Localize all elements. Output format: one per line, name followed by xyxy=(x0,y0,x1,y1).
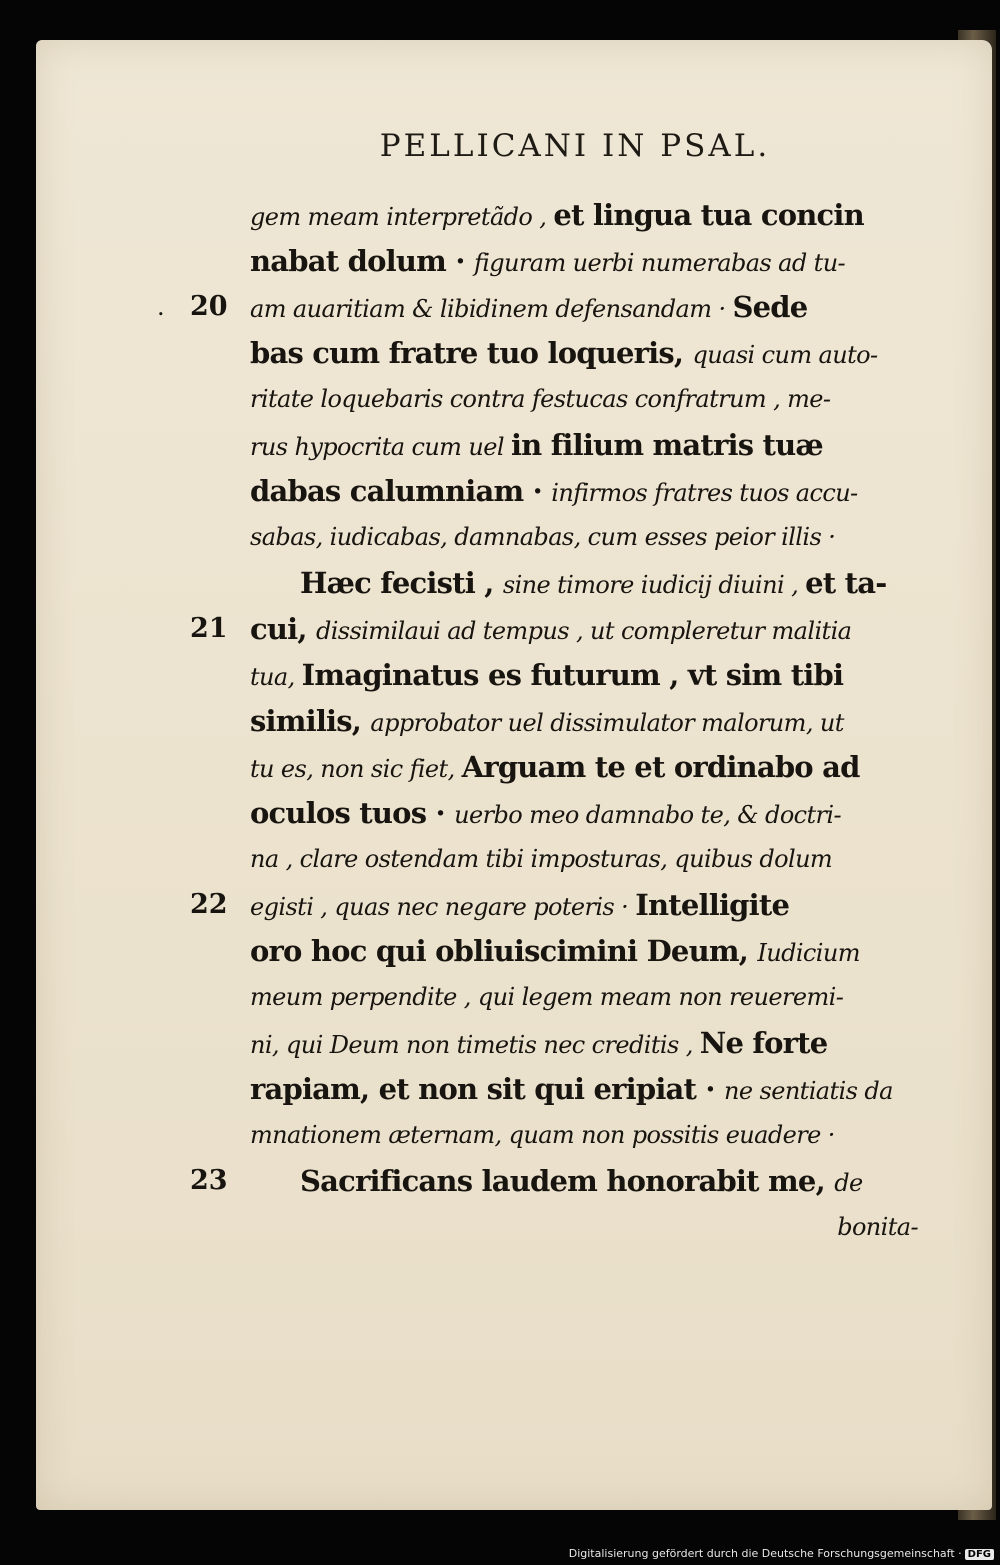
text-line xyxy=(250,1020,918,1066)
verse-number: 22 xyxy=(190,889,228,920)
blackletter-text: cui, xyxy=(250,612,316,646)
text-line xyxy=(250,928,918,974)
italic-text: mnationem æternam, quam non possitis euadere · xyxy=(250,1121,835,1149)
blackletter-text: oro hoc qui obliuiscimini Deum, xyxy=(250,934,758,968)
blackletter-text: Sede xyxy=(732,290,808,324)
italic-text: approbator uel dissimulator malorum, ut xyxy=(370,709,844,737)
italic-text: ne sentiatis da xyxy=(724,1077,893,1105)
blackletter-text: Hæc fecisti , xyxy=(300,566,503,600)
italic-text: de xyxy=(834,1169,863,1197)
text-line xyxy=(250,744,918,790)
italic-text: figuram uerbi numerabas ad tu- xyxy=(473,249,846,277)
blackletter-text: in filium matris tuæ xyxy=(510,428,823,462)
italic-text: gem meam interpretãdo , xyxy=(250,203,554,231)
text-line xyxy=(157,284,918,330)
text-line xyxy=(250,468,918,514)
text-line xyxy=(250,376,918,422)
blackletter-text: et ta- xyxy=(805,566,887,600)
credit-text: Digitalisierung gefördert durch die Deutsche Forschungsgemeinschaft · xyxy=(568,1547,962,1560)
verse-number: 20 xyxy=(190,291,228,322)
text-line xyxy=(250,836,918,882)
text-line xyxy=(250,192,918,238)
text-line xyxy=(250,698,918,744)
text-line xyxy=(250,422,918,468)
italic-text: bonita- xyxy=(837,1213,918,1241)
verse-number: 23 xyxy=(190,1165,228,1196)
text-line xyxy=(250,1066,918,1112)
dfg-logo: DFG xyxy=(965,1549,994,1560)
text-line xyxy=(190,1158,918,1204)
text-line xyxy=(250,238,918,284)
italic-text: tua, xyxy=(250,663,302,691)
blackletter-text: oculos tuos · xyxy=(250,796,455,830)
blackletter-text: nabat dolum · xyxy=(250,244,474,278)
text-line xyxy=(250,652,918,698)
italic-text: rus hypocrita cum uel xyxy=(250,433,511,461)
blackletter-text: et lingua tua concin xyxy=(553,198,864,232)
blackletter-text: dabas calumniam · xyxy=(250,474,552,508)
digitization-credit xyxy=(569,1547,994,1560)
italic-text: dissimilaui ad tempus , ut compleretur malitia xyxy=(315,617,852,645)
margin-dot: . xyxy=(157,293,165,321)
italic-text: quasi cum auto- xyxy=(692,341,878,369)
text-block xyxy=(157,192,918,1250)
italic-text: tu es, non sic fiet, xyxy=(250,755,462,783)
italic-text: ritate loquebaris contra festucas confratrum , me- xyxy=(250,385,831,413)
italic-text: meum perpendite , qui legem meam non reueremi- xyxy=(250,983,844,1011)
blackletter-text: bas cum fratre tuo loqueris, xyxy=(250,336,693,370)
text-line xyxy=(250,514,918,560)
text-line xyxy=(250,1204,918,1250)
text-line xyxy=(190,606,918,652)
blackletter-text: Intelligite xyxy=(635,888,790,922)
text-line xyxy=(250,790,918,836)
italic-text: ni, qui Deum non timetis nec creditis , xyxy=(250,1031,700,1059)
italic-text: sine timore iudicij diuini , xyxy=(502,571,806,599)
text-line xyxy=(250,974,918,1020)
running-head: PELLICANI IN PSAL. xyxy=(379,128,771,164)
text-line xyxy=(250,560,918,606)
blackletter-text: rapiam, et non sit qui eripiat · xyxy=(250,1072,725,1106)
text-line xyxy=(250,330,918,376)
italic-text: na , clare ostendam tibi imposturas, quibus dolum xyxy=(250,845,833,873)
text-line xyxy=(190,882,918,928)
blackletter-text: Arguam te et ordinabo ad xyxy=(461,750,860,784)
blackletter-text: Sacrificans laudem honorabit me, xyxy=(300,1164,835,1198)
italic-text: egisti , quas nec negare poteris · xyxy=(250,893,636,921)
blackletter-text: Imaginatus es futurum , vt sim tibi xyxy=(301,658,844,692)
italic-text: Iudicium xyxy=(757,939,860,967)
text-line xyxy=(250,1112,918,1158)
verse-number: 21 xyxy=(190,613,228,644)
italic-text: uerbo meo damnabo te, & doctri- xyxy=(454,801,842,829)
italic-text: infirmos fratres tuos accu- xyxy=(551,479,858,507)
blackletter-text: Ne forte xyxy=(699,1026,828,1060)
italic-text: am auaritiam & libidinem defensandam · xyxy=(250,295,733,323)
blackletter-text: similis, xyxy=(250,704,371,738)
italic-text: sabas, iudicabas, damnabas, cum esses peior illis · xyxy=(250,523,836,551)
